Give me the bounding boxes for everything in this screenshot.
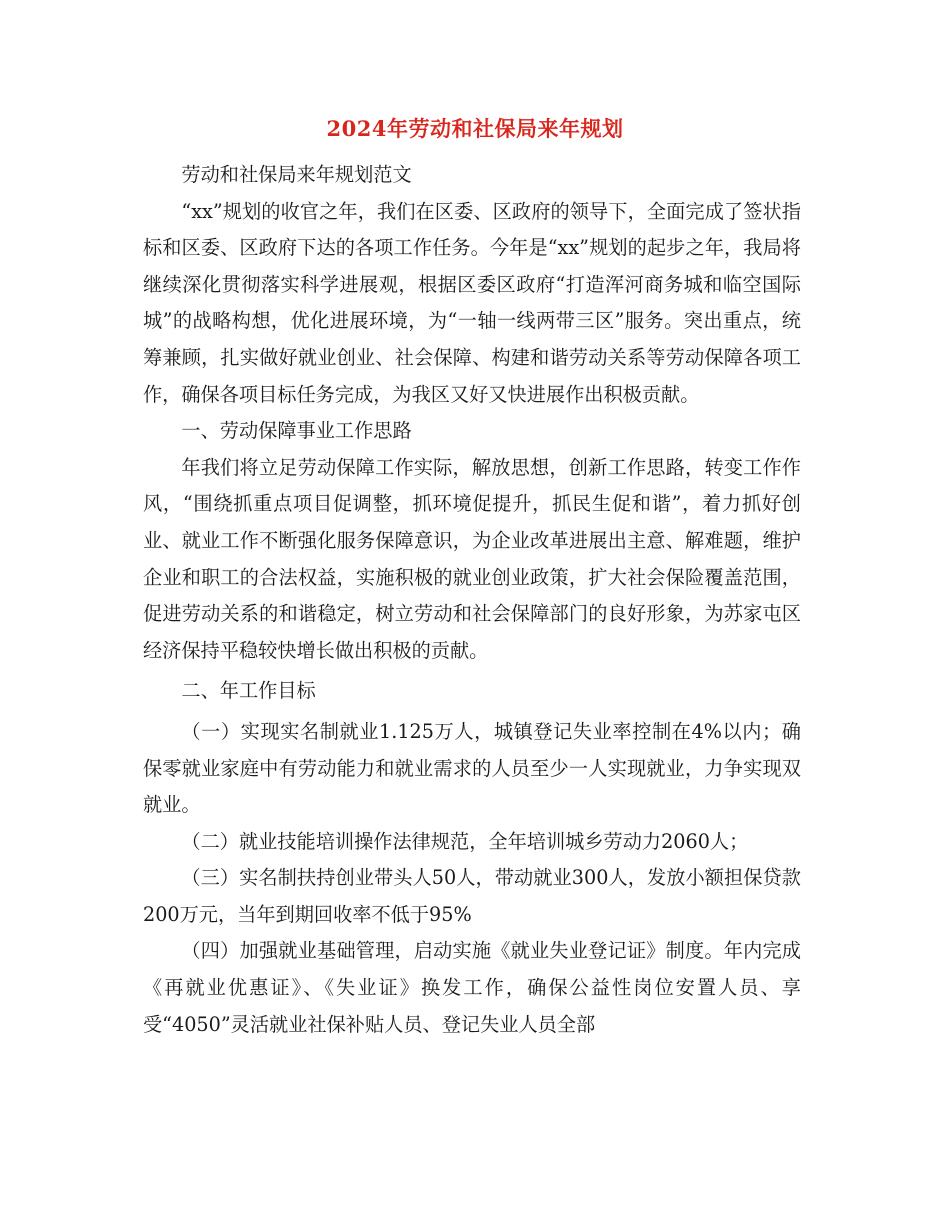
document-body xyxy=(143,157,801,1043)
paragraph-goal-2: （二）就业技能培训操作法律规范，全年培训城乡劳动力2060人； xyxy=(181,829,749,853)
paragraph-goal-4: （四）加强就业基础管理，启动实施《就业失业登记证》制度。年内完成《再就业优惠证》、《失业证》换发工作，确保公益性岗位安置人员、享受“4050”灵活就业社保补贴人员、登记失业人员全部 xyxy=(143,939,801,1036)
paragraph-goal-3: （三）实名制扶持创业带头人50人，带动就业300人，发放小额担保贷款200万元，当年到期回收率不低于95% xyxy=(143,866,801,926)
paragraph-subtitle: 劳动和社保局来年规划范文 xyxy=(181,163,412,186)
paragraph-section-1: 年我们将立足劳动保障工作实际，解放思想，创新工作思路，转变工作作风，“围绕抓重点项目促调整，抓环境促提升，抓民生促和谐”，着力抓好创业、就业工作不断强化服务保障意识，为企业改革进展出主意、解难题，维护企业和职工的合法权益，实施积极的就业创业政策，扩大社会保险覆盖范围，促进劳动关系的和谐稳定，树立劳动和社会保障部门的良好形象，为苏家屯区经济保持平稳较快增长做出积极的贡献。 xyxy=(143,455,801,662)
paragraph-goal-1: （一）实现实名制就业1.125万人，城镇登记失业率控制在4%以内；确保零就业家庭中有劳动能力和就业需求的人员至少一人实现就业，力争实现双就业。 xyxy=(143,719,801,817)
paragraph-intro: “xx”规划的收官之年，我们在区委、区政府的领导下，全面完成了签状指标和区委、区政府下达的各项工作任务。今年是“xx”规划的起步之年，我局将继续深化贯彻落实科学进展观，根据区委区政府“打造浑河商务城和临空国际城”的战略构想，优化进展环境，为“一轴一线两带三区”服务。突出重点，统筹兼顾，扎实做好就业创业、社会保障、构建和谐劳动关系等劳动保障各项工作，确保各项目标任务完成，为我区又好又快进展作出积极贡献。 xyxy=(143,199,801,406)
document-title: 2024年劳动和社保局来年规划 xyxy=(326,116,624,141)
section-heading-2: 二、年工作目标 xyxy=(181,679,316,703)
section-heading-1: 一、劳动保障事业工作思路 xyxy=(181,419,412,443)
